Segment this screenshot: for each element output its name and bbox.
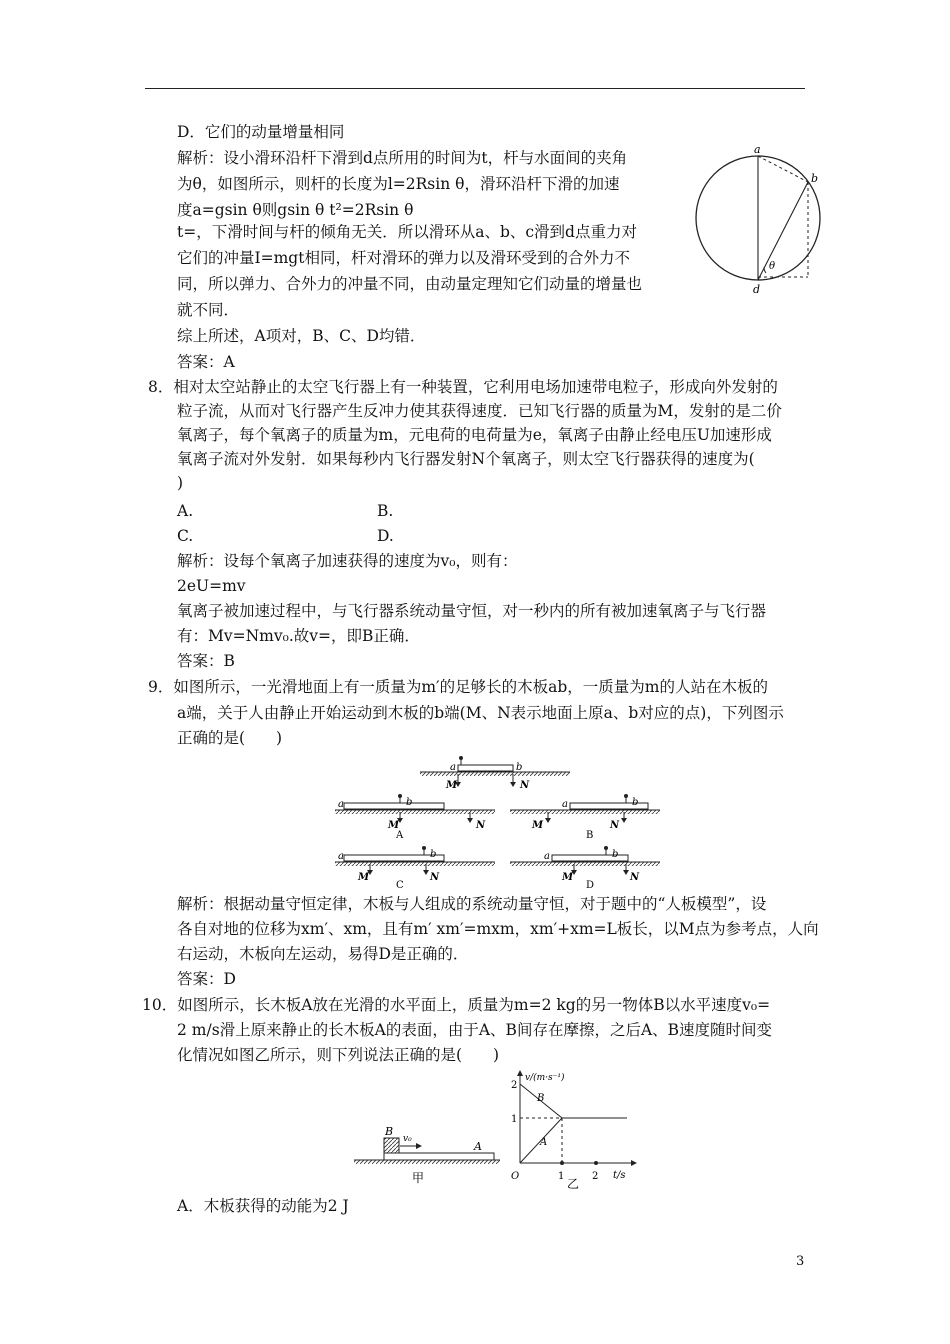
q8-analysis-line: 氧离子被加速过程中，与飞行器系统动量守恒，对一秒内的所有被加速氧离子与飞行器 [177,602,767,620]
option-D-diagram [510,846,660,891]
q9-analysis-line: 各自对地的位移为xm′、xm，且有m′ xm′=mxm，xm′+xm=L板长，以M点为参考点，人向 [177,920,819,938]
x-axis-label: t/s [613,1170,626,1181]
q7-analysis-line: 度a=gsin θ则gsin θ t²=2Rsin θ [177,201,414,219]
q7-summary: 综上所述，A项对，B、C、D均错． [177,327,426,345]
label-b: b [516,762,523,773]
label-a: a [544,851,550,862]
q8-analysis-line: 2eU=mv [177,577,246,595]
q7-answer: 答案：A [177,353,235,371]
option-A-label: A [396,830,404,841]
option-C-label: C [396,880,404,891]
label-a: a [754,143,761,156]
label-B: B [385,1125,394,1138]
q8-option-c: C. [177,527,194,545]
board-A [384,1153,494,1160]
q8-option-b: B. [377,502,394,520]
q10-stem-line: 化情况如图乙所示，则下列说法正确的是( ) [177,1046,500,1064]
origin-label: O [511,1171,520,1182]
label-M: M [562,872,574,883]
label-N: N [610,820,620,831]
board-block-figure [352,1120,502,1190]
q7-analysis-line: 同，所以弹力、合外力的冲量不同，由动量定理知它们动量的增量也 [177,275,643,293]
option-B-label: B [586,830,594,841]
caption-yi: 乙 [567,1177,580,1190]
q8-answer: 答案：B [177,652,235,670]
tick-y-2: 2 [511,1080,518,1091]
q10-stem-line: 2 m/s滑上原来静止的长木板A的表面，由于A、B间存在摩擦，之后A、B速度随时间变 [177,1021,773,1039]
label-b: b [430,849,437,860]
label-N: N [476,820,486,831]
label-M: M [446,780,458,791]
label-M: M [532,820,544,831]
q8-stem-line: 氧离子流对外发射．如果每秒内飞行器发射N个氧离子，则太空飞行器获得的速度为( [177,450,755,468]
label-M: M [358,872,370,883]
q8-analysis-line: 解析：设每个氧离子加速获得的速度为v₀，则有： [177,552,518,570]
label-a: a [338,799,344,810]
y-axis-label: v/(m·s⁻¹) [525,1073,565,1083]
label-N: N [630,872,640,883]
angle-arc [764,267,766,273]
label-a: a [450,762,456,773]
label-b: b [632,797,639,808]
tick-x-1: 1 [558,1171,565,1182]
option-C-diagram [335,846,495,891]
header-rule [145,88,805,89]
q8-stem-line: 粒子流，从而对飞行器产生反冲力使其获得速度．已知飞行器的质量为M，发射的是二价 [177,402,782,420]
label-b: b [811,172,819,185]
caption-jia: 甲 [412,1171,425,1185]
option-B-diagram [510,794,660,841]
q9-stem-line: 正确的是( ) [177,729,283,747]
q8-stem-line: 8．相对太空站静止的太空飞行器上有一种装置，它利用电场加速带电粒子，形成向外发射的 [148,378,778,396]
q8-option-a: A. [177,502,194,520]
label-d: d [753,283,761,296]
rod-bd [758,182,808,280]
q7-analysis-line: 解析：设小滑环沿杆下滑到d点所用的时间为t，杆与水面间的夹角 [177,149,628,167]
q7-analysis-line: t=，下滑时间与杆的倾角无关．所以滑环从a、b、c滑到d点重力对 [177,223,637,241]
label-b: b [406,797,413,808]
q8-option-d: D. [377,527,394,545]
q9-stem-line: 9．如图所示，一光滑地面上有一质量为m′的足够长的木板ab，一质量为m的人站在木板的 [148,678,768,696]
q9-stem-line: a端，关于人由静止开始运动到木板的b端(M、N表示地面上原a、b对应的点)，下列图示 [177,704,784,722]
q7-analysis-line: 它们的冲量I=mgt相同，杆对滑环的弹力以及滑环受到的合外力不 [177,249,630,267]
plank [458,765,513,771]
label-A: A [540,1137,548,1148]
q8-stem-line: ) [177,474,184,492]
q7-option-d: D．它们的动量增量相同 [177,123,345,141]
label-M: M [388,820,400,831]
option-D-label: D [586,880,595,891]
option-A-diagram [335,794,495,841]
vt-graph-figure [505,1068,645,1190]
circle-rod-figure [690,140,830,300]
initial-state [420,756,570,791]
label-A: A [474,1140,482,1153]
q10-option-a: A．木板获得的动能为2 J [177,1197,349,1215]
label-N: N [430,872,440,883]
label-B: B [537,1093,545,1104]
page-number: 3 [796,1254,805,1269]
tick-x-2: 2 [592,1171,599,1182]
q9-analysis-line: 解析：根据动量守恒定律，木板与人组成的系统动量守恒，对于题中的“人板模型”，设 [177,895,767,913]
person-icon [459,756,463,760]
chord-ab [758,156,808,182]
q8-analysis-line: 有：Mv=Nmv₀.故v=，即B正确． [177,627,420,645]
q7-analysis-line: 为θ，如图所示，则杆的长度为l=2Rsin θ，滑环沿杆下滑的加速 [177,175,620,193]
plank-person-figure [330,752,670,892]
label-N: N [520,780,530,791]
q9-answer: 答案：D [177,970,236,988]
label-theta: θ [769,261,776,272]
q7-analysis-line: 就不同． [177,301,240,319]
block-B [384,1138,399,1153]
label-a: a [562,799,568,810]
label-a: a [338,851,344,862]
label-v0: v₀ [403,1134,412,1144]
q9-analysis-line: 右运动，木板向左运动，易得D是正确的． [177,945,469,963]
q8-stem-line: 氧离子，每个氧离子的质量为m，元电荷的电荷量为e，氧离子由静止经电压U加速形成 [177,426,772,444]
tick-y-1: 1 [511,1114,518,1125]
label-b: b [612,849,619,860]
q10-stem-line: 10．如图所示，长木板A放在光滑的水平面上，质量为m=2 kg的另一物体B以水平速度v₀= [142,996,771,1014]
